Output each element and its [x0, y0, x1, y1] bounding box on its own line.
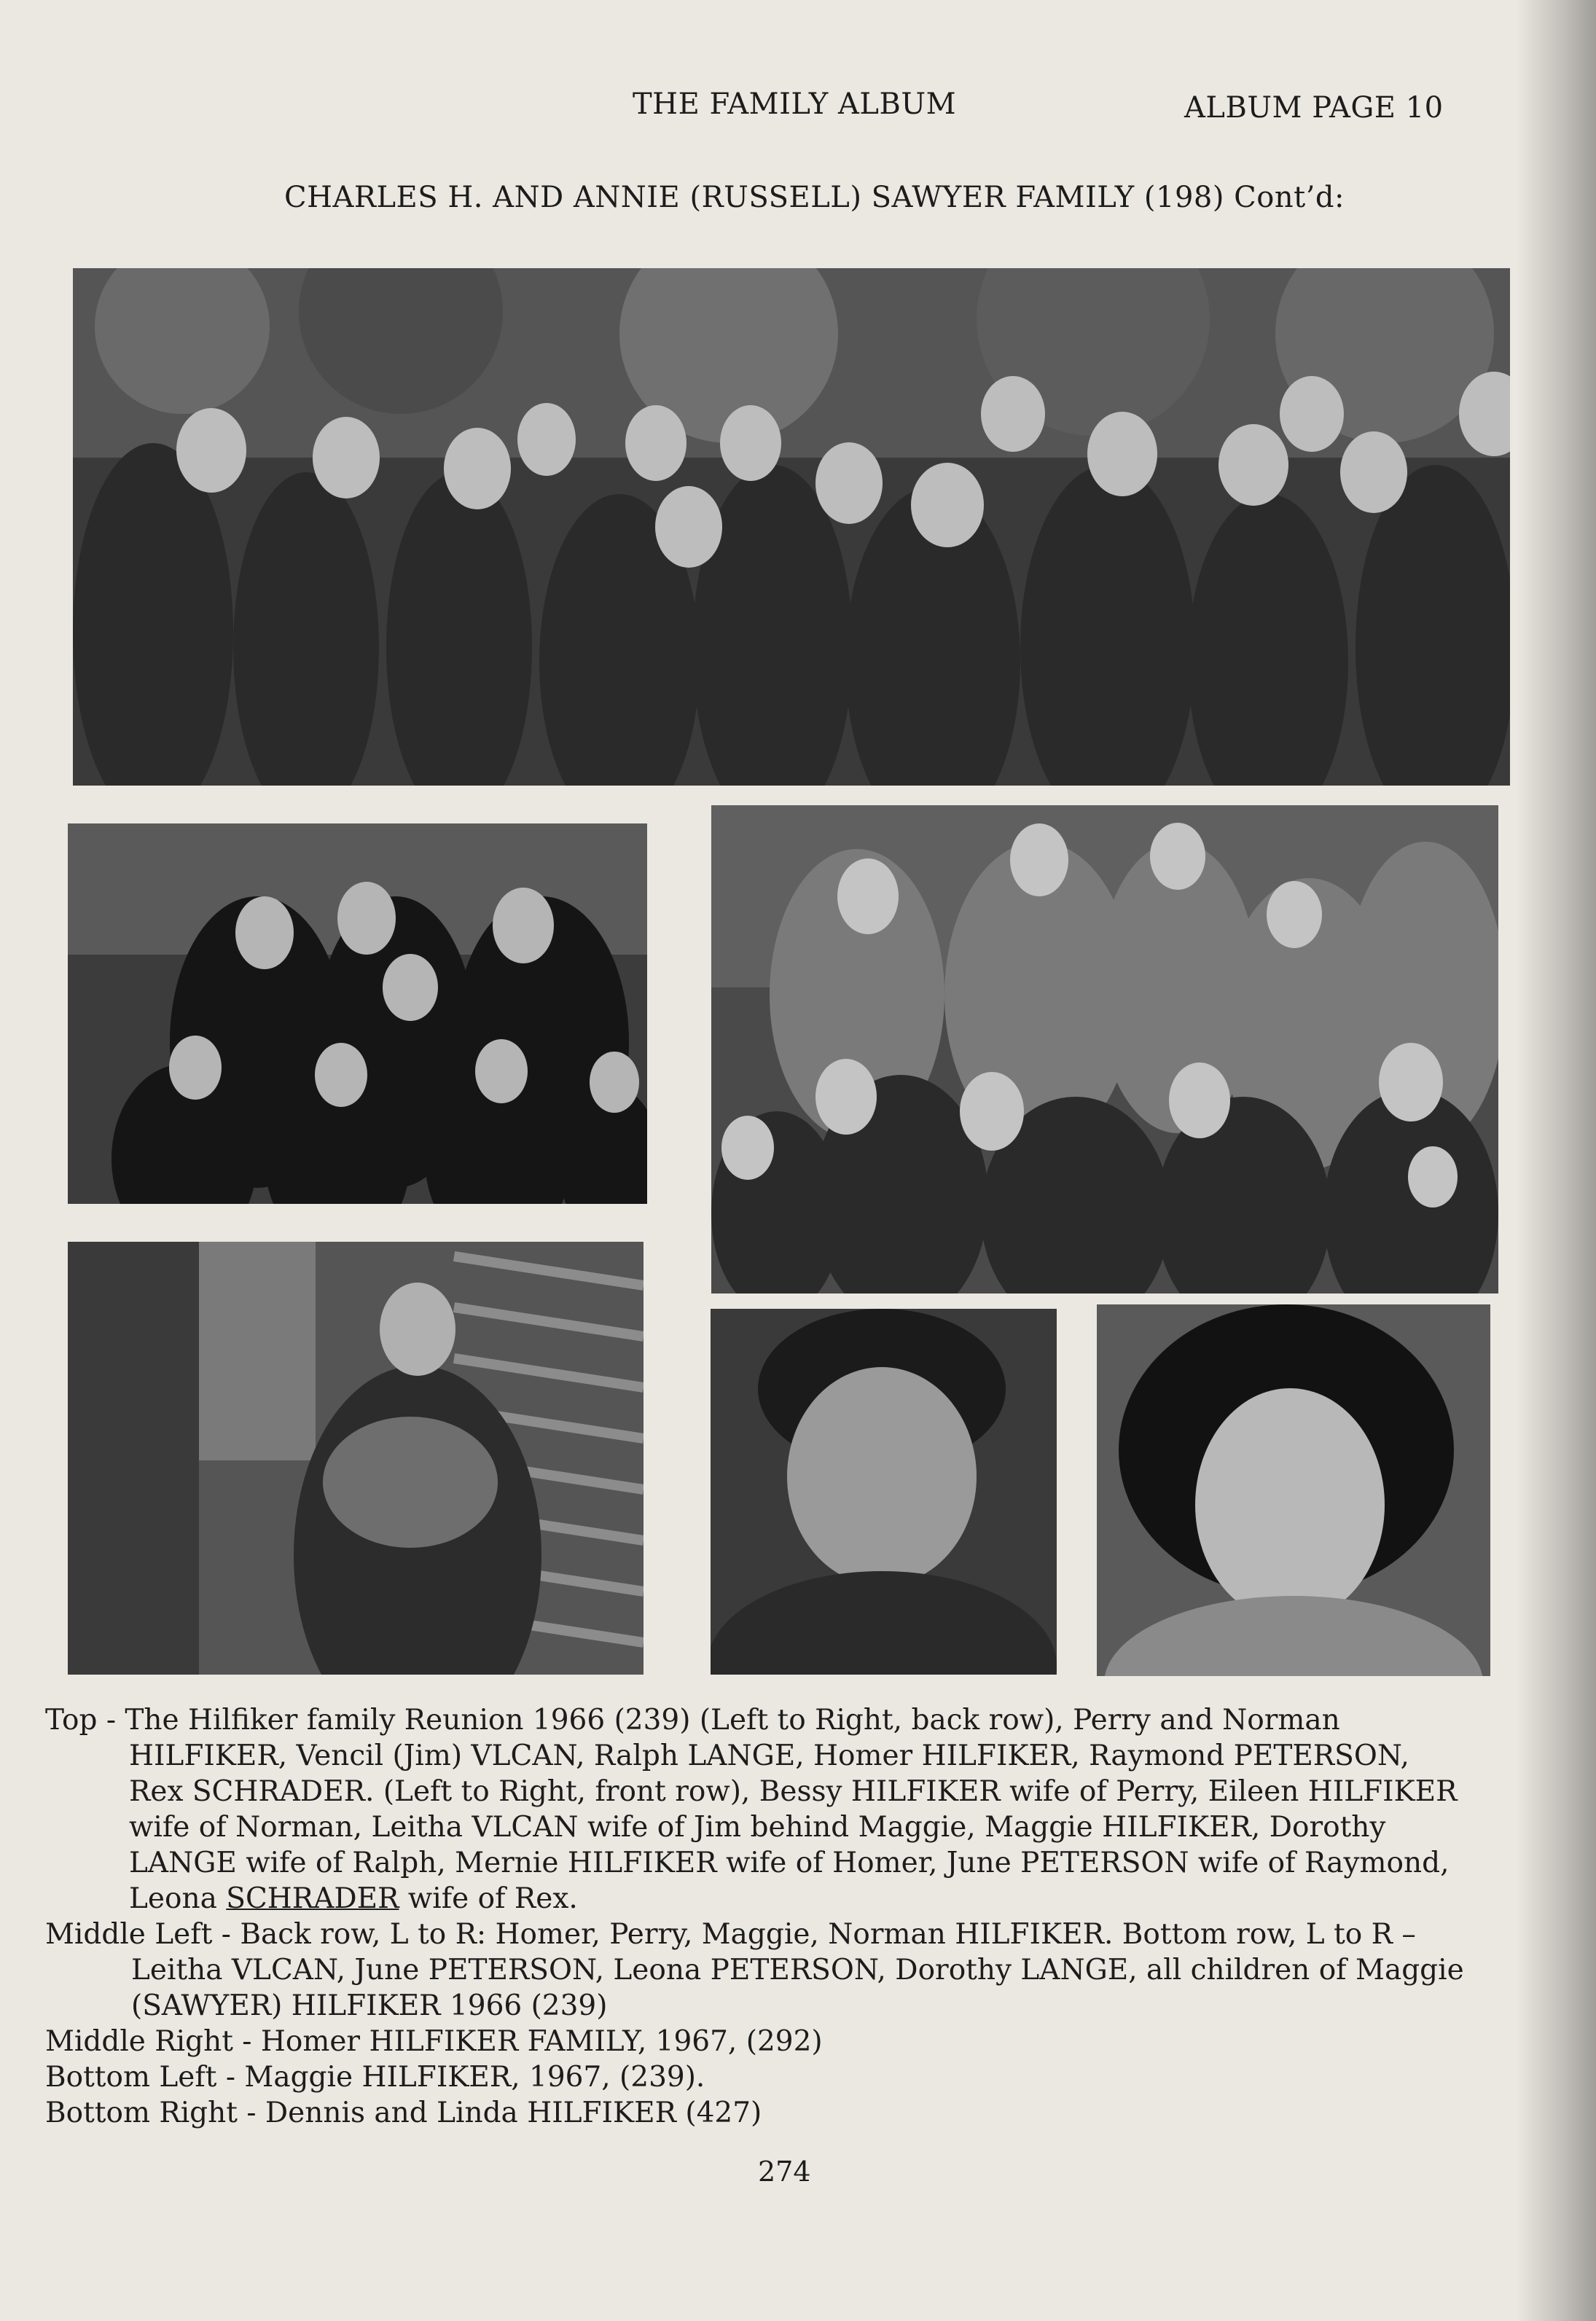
- photo-bottom-right-linda: [1097, 1304, 1490, 1676]
- family-title: CHARLES H. AND ANNIE (RUSSELL) SAWYER FAMILY (198) Cont’d:: [284, 181, 1345, 214]
- caption-top-text: The Hilfiker family Reunion 1966 (239) (Left to Right, back row), Perry and Norman: [125, 1704, 1340, 1737]
- photo-middle-left-siblings: [68, 823, 647, 1204]
- caption-middle-left-line-1: Middle Left - Back row, L to R: Homer, Perry, Maggie, Norman HILFIKER. Bottom row, L to R –: [45, 1918, 1416, 1951]
- photo-bottom-left-maggie: [68, 1242, 644, 1675]
- album-title: THE FAMILY ALBUM: [633, 87, 957, 121]
- caption-top-line-5: LANGE wife of Ralph, Mernie HILFIKER wife of Homer, June PETERSON wife of Raymond,: [129, 1847, 1450, 1879]
- caption-schrader-underlined: SCHRADER: [226, 1882, 399, 1915]
- caption-top-line-3: Rex SCHRADER. (Left to Right, front row), Bessy HILFIKER wife of Perry, Eileen HILFIKER: [129, 1775, 1458, 1808]
- photo-bottom-center-dennis: [711, 1309, 1057, 1675]
- caption-bottom-left: Bottom Left - Maggie HILFIKER, 1967, (239).: [45, 2061, 705, 2094]
- caption-top-label: Top -: [45, 1704, 125, 1737]
- caption-middle-right: Middle Right - Homer HILFIKER FAMILY, 1967, (292): [45, 2025, 823, 2058]
- page-edge-shadow: [1516, 0, 1596, 2321]
- caption-middle-left-line-2: Leitha VLCAN, June PETERSON, Leona PETERSON, Dorothy LANGE, all children of Maggie: [131, 1954, 1464, 1987]
- caption-leona-name: Leona: [129, 1882, 227, 1915]
- caption-middle-left: [45, 1917, 1510, 2024]
- album-page-label: ALBUM PAGE 10: [1184, 91, 1444, 125]
- caption-wife-of-rex: wife of Rex.: [399, 1882, 578, 1915]
- caption-middle-left-line-3: (SAWYER) HILFIKER 1966 (239): [131, 1989, 608, 2022]
- caption-top-line: [45, 1702, 1510, 1738]
- photo-middle-right-homer-family: [711, 805, 1498, 1293]
- caption-top-line-4: wife of Norman, Leitha VLCAN wife of Jim behind Maggie, Maggie HILFIKER, Dorothy: [129, 1811, 1386, 1844]
- caption-top: [45, 1702, 1510, 1917]
- photo-reunion-group: [73, 268, 1510, 786]
- photo-captions: [45, 1702, 1510, 2131]
- page-number: 274: [758, 2156, 811, 2188]
- caption-top-line-6: [45, 1881, 1510, 1917]
- caption-bottom-right: Bottom Right - Dennis and Linda HILFIKER (427): [45, 2097, 762, 2129]
- caption-top-line-2: HILFIKER, Vencil (Jim) VLCAN, Ralph LANGE, Homer HILFIKER, Raymond PETERSON,: [129, 1739, 1409, 1772]
